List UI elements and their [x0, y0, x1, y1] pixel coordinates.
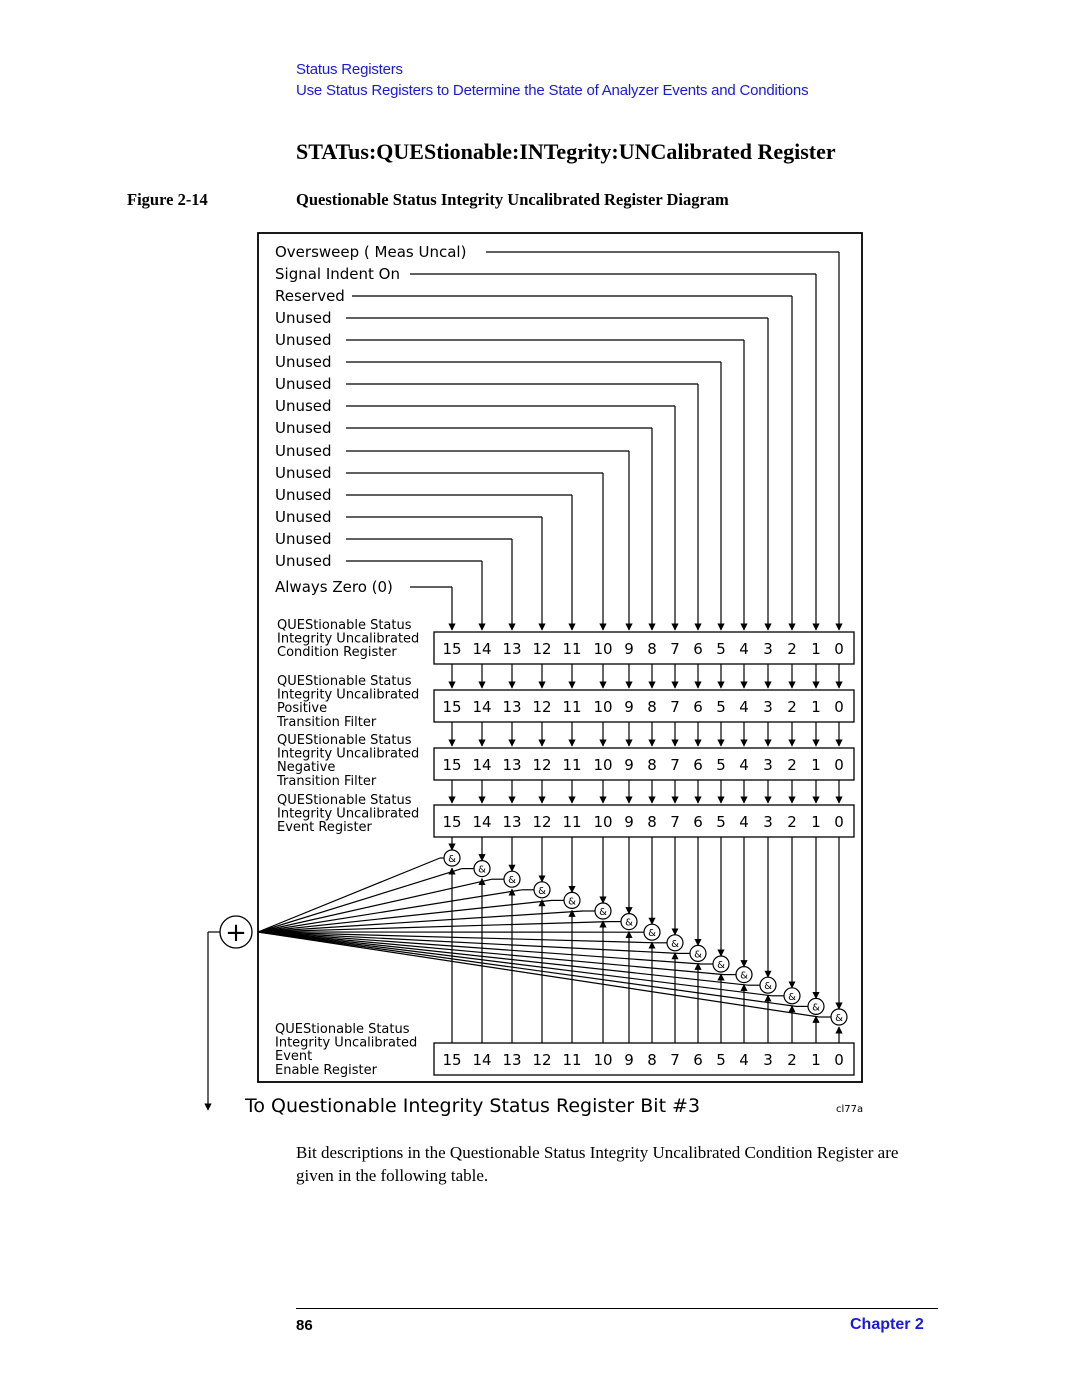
bit-number: 2: [787, 698, 797, 716]
bit-number: 13: [502, 813, 522, 831]
bit-number: 14: [472, 640, 492, 658]
fan-in-line: [258, 858, 440, 932]
bit-number: 11: [562, 640, 582, 658]
bit-label: Reserved: [275, 287, 345, 305]
bit-number: 4: [739, 640, 749, 658]
bit-number: 4: [739, 698, 749, 716]
fan-in-line: [258, 869, 462, 932]
register-label: Condition Register: [277, 645, 397, 661]
bit-number: 15: [442, 640, 462, 658]
and-gate-symbol: &: [478, 864, 486, 876]
and-gate-symbol: &: [788, 991, 796, 1003]
bit-number: 9: [624, 1051, 634, 1069]
register-label: Transition Filter: [277, 773, 377, 789]
bit-number: 10: [593, 1051, 613, 1069]
register-label: Enable Register: [275, 1062, 377, 1078]
bit-label: Unused: [275, 353, 332, 371]
and-gate-symbol: &: [835, 1013, 843, 1024]
section-title: STATus:QUEStionable:INTegrity:UNCalibrated Register: [296, 139, 836, 164]
and-gate-symbol: &: [812, 1002, 820, 1014]
register-label: QUEStionable Status: [277, 618, 412, 633]
bit-label: Unused: [275, 464, 332, 482]
breadcrumb-parent-link[interactable]: Status Registers: [296, 61, 403, 78]
bit-number: 4: [739, 1051, 749, 1069]
bit-number: 0: [834, 698, 844, 716]
bit-number: 3: [763, 1051, 773, 1069]
bit-number: 10: [593, 813, 613, 831]
body-paragraph: Bit descriptions in the Questionable Status Integrity Uncalibrated Condition Register are given in the following table.: [296, 1143, 899, 1185]
output-label: To Questionable Integrity Status Register Bit #3: [245, 1095, 701, 1117]
bit-number: 2: [787, 756, 797, 774]
bit-number: 6: [693, 813, 703, 831]
register-label: Event Register: [277, 820, 372, 836]
breadcrumb-current-link[interactable]: Use Status Registers to Determine the State of Analyzer Events and Conditions: [296, 82, 809, 99]
bit-number: 1: [811, 813, 821, 831]
bit-number: 3: [763, 640, 773, 658]
bit-number: 11: [562, 756, 582, 774]
register-label: QUEStionable Status: [277, 733, 412, 748]
register-label: QUEStionable Status: [277, 674, 412, 689]
bit-label: Unused: [275, 442, 332, 460]
bit-number: 8: [647, 698, 657, 716]
bit-number: 7: [670, 1051, 680, 1069]
bit-number: 15: [442, 698, 462, 716]
bit-number: 4: [739, 813, 749, 831]
bit-number: 3: [763, 813, 773, 831]
bit-number: 6: [693, 640, 703, 658]
bit-number: 8: [647, 756, 657, 774]
bit-label: Unused: [275, 309, 332, 327]
bit-number: 14: [472, 756, 492, 774]
bit-number: 6: [693, 698, 703, 716]
and-gate-symbol: &: [599, 907, 607, 918]
and-gate-symbol: &: [717, 960, 725, 971]
bit-number: 14: [472, 698, 492, 716]
and-gate-symbol: &: [508, 875, 516, 887]
register-label: Integrity Uncalibrated: [277, 746, 420, 762]
bit-number: 2: [787, 813, 797, 831]
page-number: 86: [296, 1317, 313, 1334]
figure-id: cl77a: [836, 1104, 864, 1115]
bit-number: 13: [502, 698, 522, 716]
bit-number: 0: [834, 1051, 844, 1069]
register-label: Integrity Uncalibrated: [277, 631, 420, 647]
bit-label: Unused: [275, 486, 332, 504]
bit-number: 5: [716, 813, 726, 831]
bit-number: 15: [442, 756, 462, 774]
and-gate-symbol: &: [648, 928, 656, 940]
bit-number: 1: [811, 640, 821, 658]
bit-number: 5: [716, 756, 726, 774]
bit-number: 15: [442, 1051, 462, 1069]
bit-number: 2: [787, 640, 797, 658]
bit-number: 0: [834, 640, 844, 658]
bit-number: 14: [472, 1051, 492, 1069]
bit-number: 10: [593, 640, 613, 658]
figure-caption: Questionable Status Integrity Uncalibrated Register Diagram: [296, 190, 729, 209]
bit-number: 9: [624, 698, 634, 716]
bit-number: 3: [763, 698, 773, 716]
bit-number: 13: [502, 640, 522, 658]
register-label: Integrity Uncalibrated: [277, 806, 420, 822]
bit-number: 6: [693, 1051, 703, 1069]
and-gate-symbol: &: [538, 885, 546, 897]
chapter-link[interactable]: Chapter 2: [850, 1316, 924, 1333]
bit-label: Unused: [275, 397, 332, 415]
bit-label: Unused: [275, 375, 332, 393]
bit-number: 10: [593, 756, 613, 774]
bit-number: 7: [670, 698, 680, 716]
bit-number: 14: [472, 813, 492, 831]
and-gate-symbol: &: [671, 938, 679, 950]
and-gate-symbol: &: [694, 949, 702, 961]
bit-number: 12: [532, 813, 552, 831]
bit-number: 5: [716, 1051, 726, 1069]
bit-label: Unused: [275, 508, 332, 526]
bit-number: 11: [562, 698, 582, 716]
bit-number: 13: [502, 1051, 522, 1069]
bit-number: 8: [647, 1051, 657, 1069]
bit-number: 6: [693, 756, 703, 774]
register-label: Integrity Uncalibrated: [275, 1035, 418, 1051]
bit-number: 12: [532, 756, 552, 774]
register-label: Integrity Uncalibrated: [277, 687, 420, 703]
register-label: Positive: [277, 701, 328, 717]
bit-number: 1: [811, 1051, 821, 1069]
register-label: Transition Filter: [277, 714, 377, 730]
bit-number: 4: [739, 756, 749, 774]
bit-number: 0: [834, 756, 844, 774]
register-label: QUEStionable Status: [275, 1022, 410, 1037]
bit-label: Unused: [275, 331, 332, 349]
bit-label: Unused: [275, 419, 332, 437]
bit-label: Unused: [275, 552, 332, 570]
and-gate-symbol: &: [740, 970, 748, 982]
bit-number: 3: [763, 756, 773, 774]
bit-number: 0: [834, 813, 844, 831]
register-label: Event: [275, 1049, 313, 1065]
bit-number: 9: [624, 756, 634, 774]
bit-number: 1: [811, 698, 821, 716]
and-gate-symbol: &: [625, 917, 633, 929]
and-gate-symbol: &: [764, 981, 772, 993]
bit-number: 9: [624, 640, 634, 658]
bit-label: Unused: [275, 530, 332, 548]
footer-rule: [296, 1308, 938, 1309]
bit-number: 7: [670, 640, 680, 658]
fan-in-line: [258, 932, 678, 953]
bit-number: 2: [787, 1051, 797, 1069]
register-label: QUEStionable Status: [277, 793, 412, 808]
bit-label: Always Zero (0): [275, 578, 393, 596]
bit-number: 15: [442, 813, 462, 831]
figure-label: Figure 2-14: [127, 190, 208, 209]
bit-number: 12: [532, 698, 552, 716]
bit-number: 5: [716, 698, 726, 716]
bit-number: 8: [647, 813, 657, 831]
and-gate-symbol: &: [448, 854, 456, 865]
bit-number: 1: [811, 756, 821, 774]
bit-number: 7: [670, 813, 680, 831]
bit-number: 13: [502, 756, 522, 774]
bit-number: 5: [716, 640, 726, 658]
bit-label: Oversweep ( Meas Uncal): [275, 243, 467, 261]
bit-number: 7: [670, 756, 680, 774]
bit-number: 12: [532, 1051, 552, 1069]
bit-number: 9: [624, 813, 634, 831]
bit-number: 10: [593, 698, 613, 716]
bit-label: Signal Indent On: [275, 265, 400, 283]
summary-symbol: +: [225, 918, 247, 948]
bit-number: 8: [647, 640, 657, 658]
and-gate-symbol: &: [568, 896, 576, 908]
bit-number: 11: [562, 1051, 582, 1069]
bit-number: 11: [562, 813, 582, 831]
bit-number: 12: [532, 640, 552, 658]
register-label: Negative: [277, 760, 336, 776]
